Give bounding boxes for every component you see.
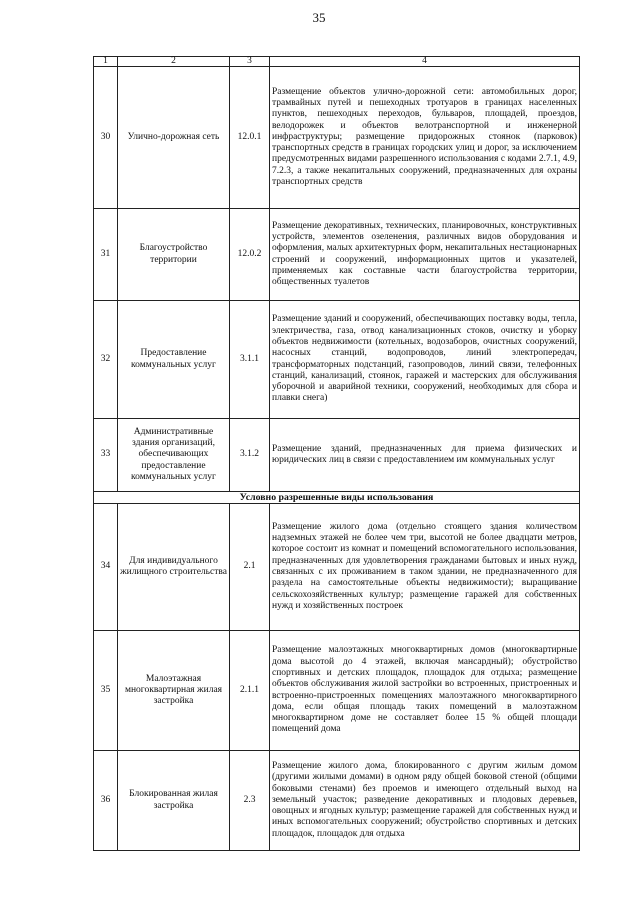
use-type-description: Размещение объектов улично-дорожной сети: автомобильных дорог, трамвайных путей и пешеходных тротуаров в границах населенных пунктов, пешеходных переходов, бульваров, площадей, проездов, велодорожек и объектов велотранспортной и инженерной инфраструктуры; размещение придорожных стоянок (парковок) транспортных средств в границах городских улиц и дорог, за исключением предусмотренных видами разрешенного использования с кодами 2.7.1, 4.9, 7.2.3, а также некапитальных сооружений, предназначенных для охраны транспортных средств (270, 67, 580, 209)
use-type-name: Блокированная жилая застройка (118, 751, 230, 851)
section-header-row (94, 492, 580, 504)
use-type-name: Благоустройство территории (118, 209, 230, 301)
header-col-3: 3 (230, 57, 270, 67)
row-number: 33 (94, 419, 118, 492)
header-col-1: 1 (94, 57, 118, 67)
row-number: 35 (94, 631, 118, 751)
page-number: 35 (312, 10, 326, 25)
table-row (94, 419, 580, 492)
use-type-name: Малоэтажная многоквартирная жилая застройка (118, 631, 230, 751)
use-type-code: 2.3 (230, 751, 270, 851)
row-number: 36 (94, 751, 118, 851)
header-col-2: 2 (118, 57, 230, 67)
use-type-description: Размещение декоративных, технических, планировочных, конструктивных устройств, элементов озеленения, различных видов оборудования и оформления, малых архитектурных форм, некапитальных нестационарных строений и сооружений, информационных щитов и указателей, применяемых как составные части благоустройства территории, общественных туалетов (270, 209, 580, 301)
use-type-description: Размещение зданий и сооружений, обеспечивающих поставку воды, тепла, электричества, газа, отвод канализационных стоков, очистку и уборку объектов недвижимости (котельных, водозаборов, очистных сооружений, насосных станций, водопроводов, линий электропередач, трансформаторных подстанций, газопроводов, линий связи, телефонных станций, канализаций, стоянок, гаражей и мастерских для обслуживания уборочной и аварийной техники, сооружений, необходимых для сбора и плавки снега) (270, 301, 580, 419)
use-type-name: Предоставление коммунальных услуг (118, 301, 230, 419)
table-row (94, 504, 580, 631)
use-type-name: Для индивидуального жилищного строительства (118, 504, 230, 631)
use-type-description: Размещение малоэтажных многоквартирных домов (многоквартирные дома высотой до 4 этажей, включая мансардный); обустройство спортивных и детских площадок, площадок для отдыха; размещение объектов обслуживания жилой застройки во встроенных, пристроенных и встроенно-пристроенных помещениях малоэтажного многоквартирного дома, если общая площадь таких помещений в малоэтажном многоквартирном доме не составляет более 15 % общей площади помещений дома (270, 631, 580, 751)
use-type-code: 3.1.1 (230, 301, 270, 419)
use-type-description: Размещение жилого дома (отдельно стоящего здания количеством надземных этажей не более чем три, высотой не более двадцати метров, которое состоит из комнат и помещений вспомогательного использования, предназначенных для удовлетворения гражданами бытовых и иных нужд, связанных с их проживанием в таком здании, не предназначенного для раздела на самостоятельные объекты недвижимости); выращивание сельскохозяйственных культур; размещение гаражей для собственных нужд и хозяйственных построек (270, 504, 580, 631)
row-number: 30 (94, 67, 118, 209)
use-type-code: 12.0.1 (230, 67, 270, 209)
row-number: 31 (94, 209, 118, 301)
land-use-table (93, 56, 580, 851)
use-type-description: Размещение жилого дома, блокированного с другим жилым домом (другими жилыми домами) в одном ряду общей боковой стеной (общими боковыми стенами) без проемов и имеющего отдельный выход на земельный участок; разведение декоративных и плодовых деревьев, овощных и ягодных культур; размещение гаражей для собственных нужд и иных вспомогательных сооружений; обустройство спортивных и детских площадок, площадок для отдыха (270, 751, 580, 851)
use-type-code: 2.1.1 (230, 631, 270, 751)
use-type-code: 3.1.2 (230, 419, 270, 492)
table-row (94, 751, 580, 851)
table-row (94, 67, 580, 209)
row-number: 32 (94, 301, 118, 419)
row-number: 34 (94, 504, 118, 631)
header-col-4: 4 (270, 57, 580, 67)
use-type-description: Размещение зданий, предназначенных для приема физических и юридических лиц в связи с предоставлением им коммунальных услуг (270, 419, 580, 492)
use-type-code: 12.0.2 (230, 209, 270, 301)
section-title: Условно разрешенные виды использования (94, 492, 580, 504)
use-type-name: Улично-дорожная сеть (118, 67, 230, 209)
table-header-row (94, 57, 580, 67)
table-row (94, 209, 580, 301)
use-type-code: 2.1 (230, 504, 270, 631)
table-row (94, 631, 580, 751)
table-row (94, 301, 580, 419)
use-type-name: Административные здания организаций, обеспечивающих предоставление коммунальных услуг (118, 419, 230, 492)
